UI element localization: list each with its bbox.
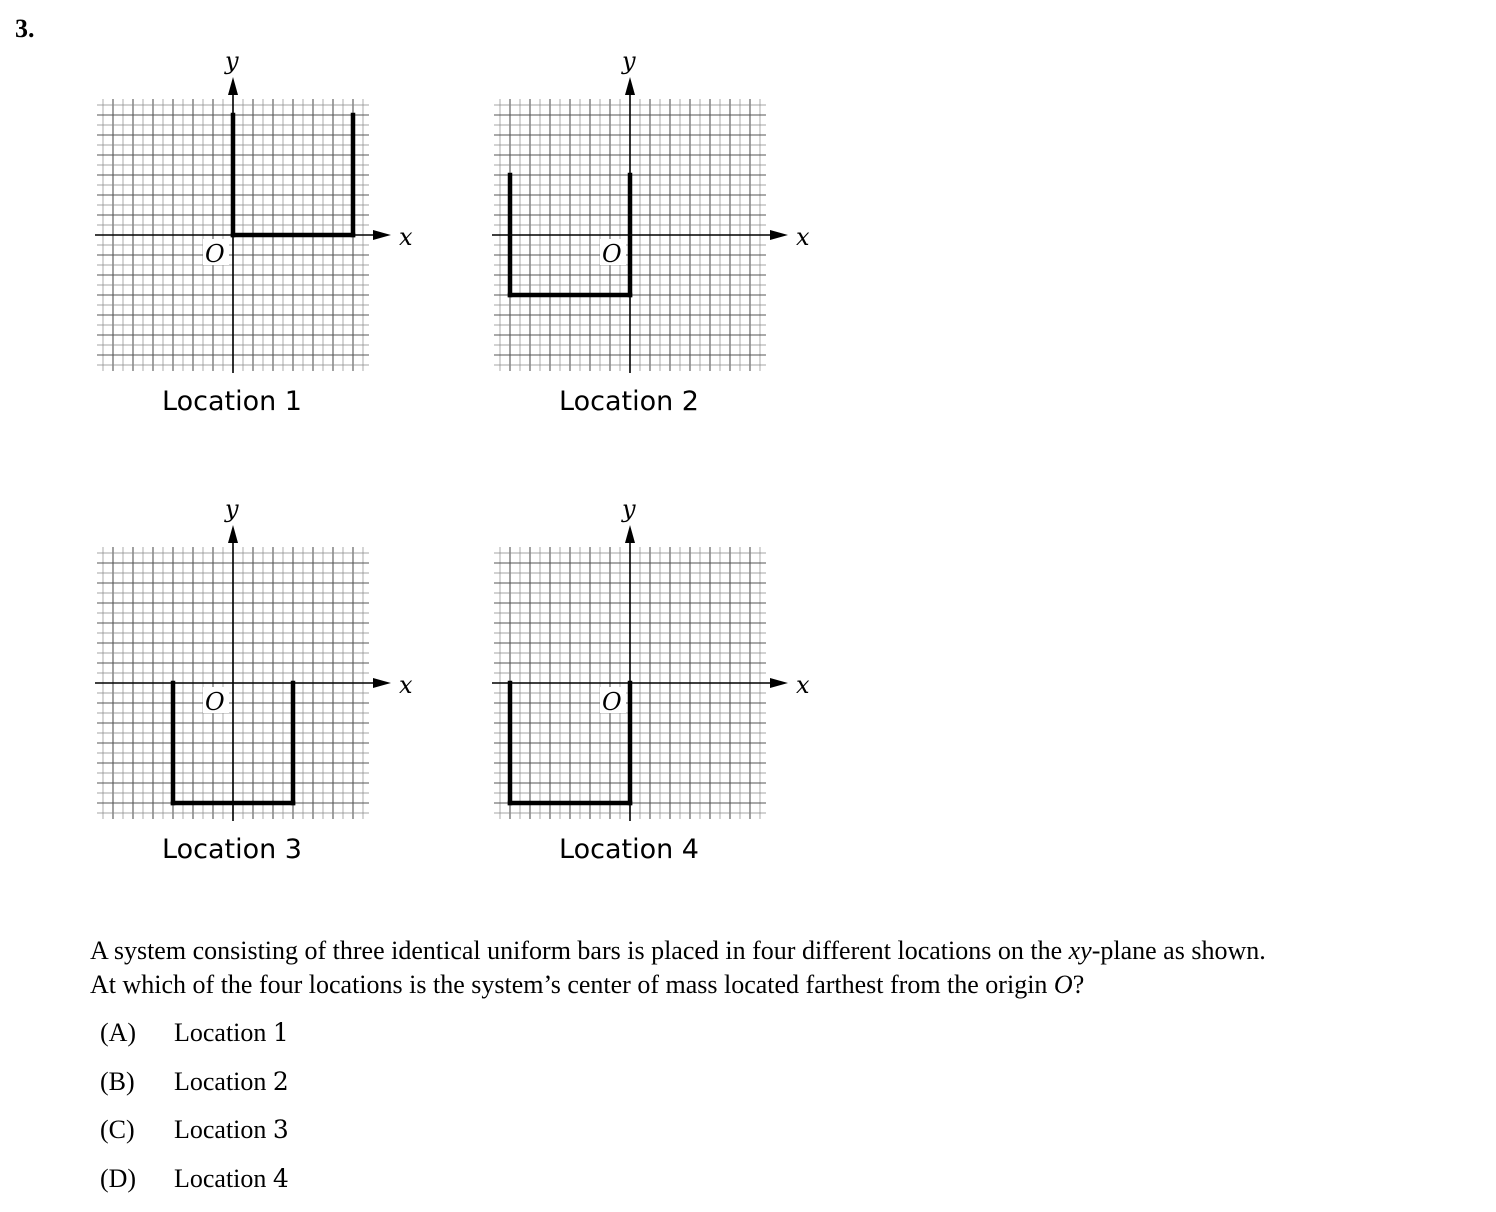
diagram-location-3 [90, 488, 450, 888]
origin-label: O [205, 240, 225, 268]
prompt-var-o: O [1053, 970, 1073, 999]
origin-label: O [602, 688, 622, 716]
choice-label: Location [174, 1163, 267, 1193]
choice-c[interactable] [100, 1115, 289, 1164]
grid-plot-1 [90, 40, 430, 385]
choice-number: 2 [272, 1066, 289, 1096]
choice-b[interactable] [100, 1067, 289, 1116]
x-axis-label: x [399, 223, 413, 251]
choice-label: Location [174, 1115, 267, 1144]
grid-plot-3 [90, 488, 430, 833]
choice-letter: (C) [100, 1115, 135, 1144]
grid-plot-4 [487, 488, 827, 833]
choice-label: Location [174, 1018, 267, 1047]
choice-letter: (A) [100, 1018, 137, 1047]
x-axis-label: x [399, 671, 413, 699]
y-axis-arrow-icon [625, 525, 635, 543]
y-axis-label: y [225, 495, 239, 523]
x-axis-arrow-icon [770, 230, 788, 240]
prompt-text-2: -plane as shown. [1091, 936, 1266, 965]
prompt-text-4: ? [1072, 970, 1085, 999]
x-axis-arrow-icon [770, 678, 788, 688]
origin-label: O [602, 240, 622, 268]
x-axis-label: x [796, 671, 810, 699]
x-axis-arrow-icon [373, 678, 391, 688]
caption-location-2: Location 2 [559, 386, 699, 417]
choice-number: 1 [272, 1018, 289, 1047]
choice-a[interactable] [100, 1018, 289, 1067]
x-axis-arrow-icon [373, 230, 391, 240]
prompt-var-xy: xy [1068, 936, 1092, 965]
grid-plot-2 [487, 40, 827, 385]
choice-d[interactable] [100, 1164, 289, 1212]
origin-label: O [205, 688, 225, 716]
diagram-location-4 [487, 488, 847, 888]
diagram-location-2 [487, 40, 847, 440]
caption-location-3: Location 3 [162, 834, 302, 865]
prompt-text-1: A system consisting of three identical uniform bars is placed in four different locations on the [90, 936, 1069, 965]
choice-number: 4 [272, 1163, 289, 1193]
question-prompt [90, 934, 1490, 1002]
y-axis-label: y [225, 47, 239, 75]
y-axis-arrow-icon [625, 77, 635, 95]
answer-choices [100, 1018, 289, 1212]
y-axis-label: y [622, 47, 636, 75]
choice-number: 3 [272, 1115, 289, 1144]
y-axis-label: y [622, 495, 636, 523]
prompt-text-3: At which of the four locations is the system’s center of mass located farthest from the origin [90, 970, 1054, 999]
caption-location-4: Location 4 [559, 834, 699, 865]
y-axis-arrow-icon [228, 77, 238, 95]
choice-label: Location [174, 1066, 267, 1096]
x-axis-label: x [796, 223, 810, 251]
question-number: 3. [15, 14, 35, 43]
y-axis-arrow-icon [228, 525, 238, 543]
caption-location-1: Location 1 [162, 386, 302, 417]
diagram-location-1 [90, 40, 450, 440]
choice-letter: (B) [100, 1066, 135, 1096]
choice-letter: (D) [100, 1163, 137, 1193]
